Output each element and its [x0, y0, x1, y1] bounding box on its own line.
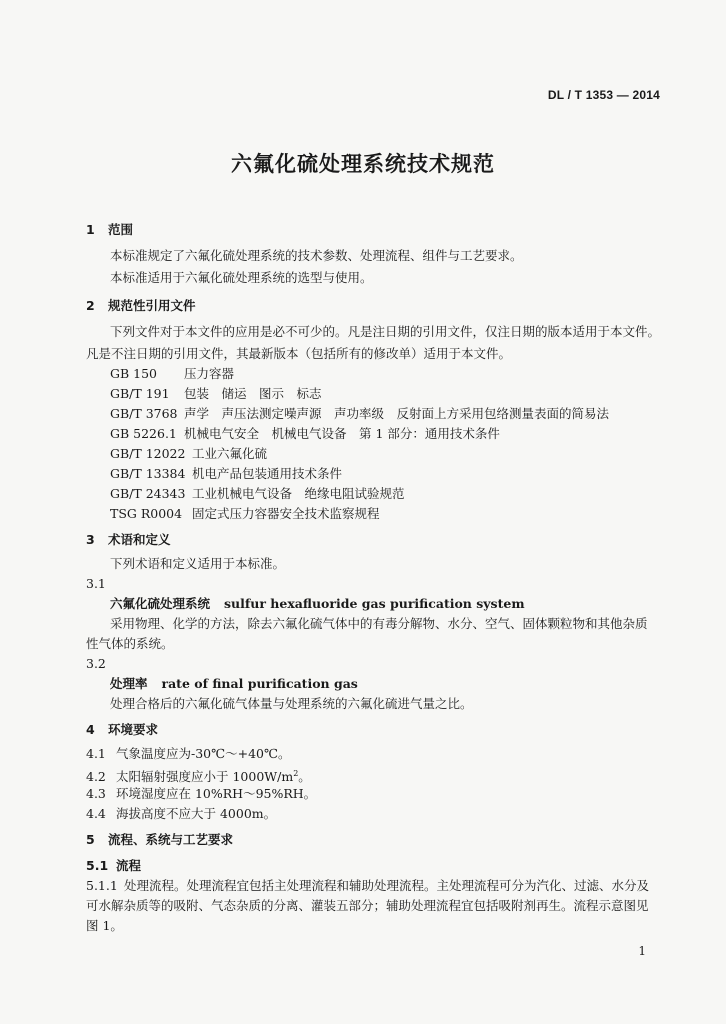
clause-number: 4.4	[86, 806, 106, 821]
reference-code: GB 150	[110, 366, 158, 381]
section-1-heading	[86, 222, 133, 238]
paragraph: 下列文件对于本文件的应用是必不可少的。凡是注日期的引用文件，仅注日期的版本适用于本文件。	[110, 324, 661, 339]
section-title: 规范性引用文件	[108, 298, 196, 313]
section-number: 4	[86, 722, 95, 737]
reference-title: 工业机械电气设备 绝缘电阻试验规范	[192, 486, 405, 501]
subsection-heading	[86, 858, 141, 874]
reference-title: 声学 声压法测定噪声源 声功率级 反射面上方采用包络测量表面的简易法	[184, 406, 610, 421]
reference-code: GB/T 13384	[110, 466, 186, 481]
section-title: 术语和定义	[108, 532, 171, 547]
reference-title: 机械电气安全 机械电气设备 第 1 部分：通用技术条件	[184, 426, 500, 441]
subsection-number: 5.1	[86, 858, 109, 873]
term-chinese: 处理率	[110, 676, 148, 691]
clause-text: 环境湿度应在 10%RH～95%RH。	[116, 786, 317, 801]
reference-title: 包装 储运 图示 标志	[184, 386, 322, 401]
clause-number: 5.1.1	[86, 878, 118, 893]
term-number: 3.2	[86, 656, 106, 671]
clause-number: 4.3	[86, 786, 106, 801]
term-definition: 采用物理、化学的方法，除去六氟化硫气体中的有毒分解物、水分、空气、固体颗粒物和其他杂质	[110, 616, 648, 631]
paragraph-continuation: 图 1。	[86, 918, 123, 933]
clause-text: 海拔高度不应大于 4000m。	[116, 806, 277, 821]
paragraph	[86, 878, 649, 894]
clause-item	[86, 766, 311, 785]
term-english: sulfur hexafluoride gas purification system	[224, 596, 525, 611]
clause-number: 4.2	[86, 769, 106, 785]
page-number: 1	[638, 944, 646, 958]
section-2-heading	[86, 298, 196, 314]
paragraph-text: 处理流程。处理流程宜包括主处理流程和辅助处理流程。主处理流程可分为汽化、过滤、水分及	[124, 878, 650, 893]
reference-title: 机电产品包装通用技术条件	[192, 466, 343, 481]
clause-number: 4.1	[86, 746, 106, 761]
clause-item	[86, 786, 316, 802]
term-number: 3.1	[86, 576, 106, 591]
paragraph: 下列术语和定义适用于本标准。	[110, 556, 286, 571]
reference-code: GB/T 191	[110, 386, 170, 401]
section-title: 环境要求	[108, 722, 159, 737]
paragraph: 本标准规定了六氟化硫处理系统的技术参数、处理流程、组件与工艺要求。	[110, 248, 523, 263]
reference-code: GB/T 12022	[110, 446, 186, 461]
reference-code: GB/T 3768	[110, 406, 178, 421]
clause-item	[86, 806, 276, 822]
paragraph-continuation: 可水解杂质等的吸附、气态杂质的分离、灌装五部分；辅助处理流程宜包括吸附剂再生。流程示意图见	[86, 898, 649, 913]
term-heading	[110, 676, 358, 692]
reference-item	[110, 386, 322, 402]
reference-item	[110, 446, 267, 462]
standard-code: DL / T 1353 — 2014	[547, 88, 660, 102]
paragraph: 本标准适用于六氟化硫处理系统的选型与使用。	[110, 270, 373, 285]
term-definition-continuation: 性气体的系统。	[86, 636, 174, 651]
section-3-heading	[86, 532, 171, 548]
section-number: 5	[86, 832, 95, 847]
document-title: 六氟化硫处理系统技术规范	[231, 152, 495, 176]
term-english: rate of final purification gas	[161, 676, 358, 691]
reference-title: 压力容器	[184, 366, 235, 381]
section-4-heading	[86, 722, 158, 738]
term-chinese: 六氟化硫处理系统	[110, 596, 211, 611]
clause-text: 气象温度应为-30℃～+40℃。	[116, 746, 291, 761]
reference-item	[110, 406, 609, 422]
section-title: 流程、系统与工艺要求	[108, 832, 234, 847]
reference-title: 固定式压力容器安全技术监察规程	[192, 506, 380, 521]
clause-item	[86, 746, 290, 762]
section-number: 2	[86, 298, 95, 313]
superscript: 2	[293, 769, 299, 778]
term-definition: 处理合格后的六氟化硫气体量与处理系统的六氟化硫进气量之比。	[110, 696, 473, 711]
clause-tail: 。	[298, 769, 311, 785]
reference-item	[110, 486, 405, 502]
paragraph-continuation: 凡是不注日期的引用文件，其最新版本（包括所有的修改单）适用于本文件。	[86, 346, 512, 361]
reference-title: 工业六氟化硫	[192, 446, 268, 461]
clause-text: 太阳辐射强度应小于 1000W/m	[116, 769, 294, 785]
reference-code: GB/T 24343	[110, 486, 186, 501]
reference-item	[110, 466, 342, 482]
section-title: 范围	[108, 222, 134, 237]
term-heading	[110, 596, 525, 612]
section-5-heading	[86, 832, 233, 848]
reference-code: TSG R0004	[110, 506, 183, 521]
reference-item	[110, 366, 234, 382]
reference-item	[110, 506, 380, 522]
section-number: 1	[86, 222, 95, 237]
reference-code: GB 5226.1	[110, 426, 177, 441]
section-number: 3	[86, 532, 95, 547]
subsection-title: 流程	[116, 858, 142, 873]
reference-item	[110, 426, 500, 442]
